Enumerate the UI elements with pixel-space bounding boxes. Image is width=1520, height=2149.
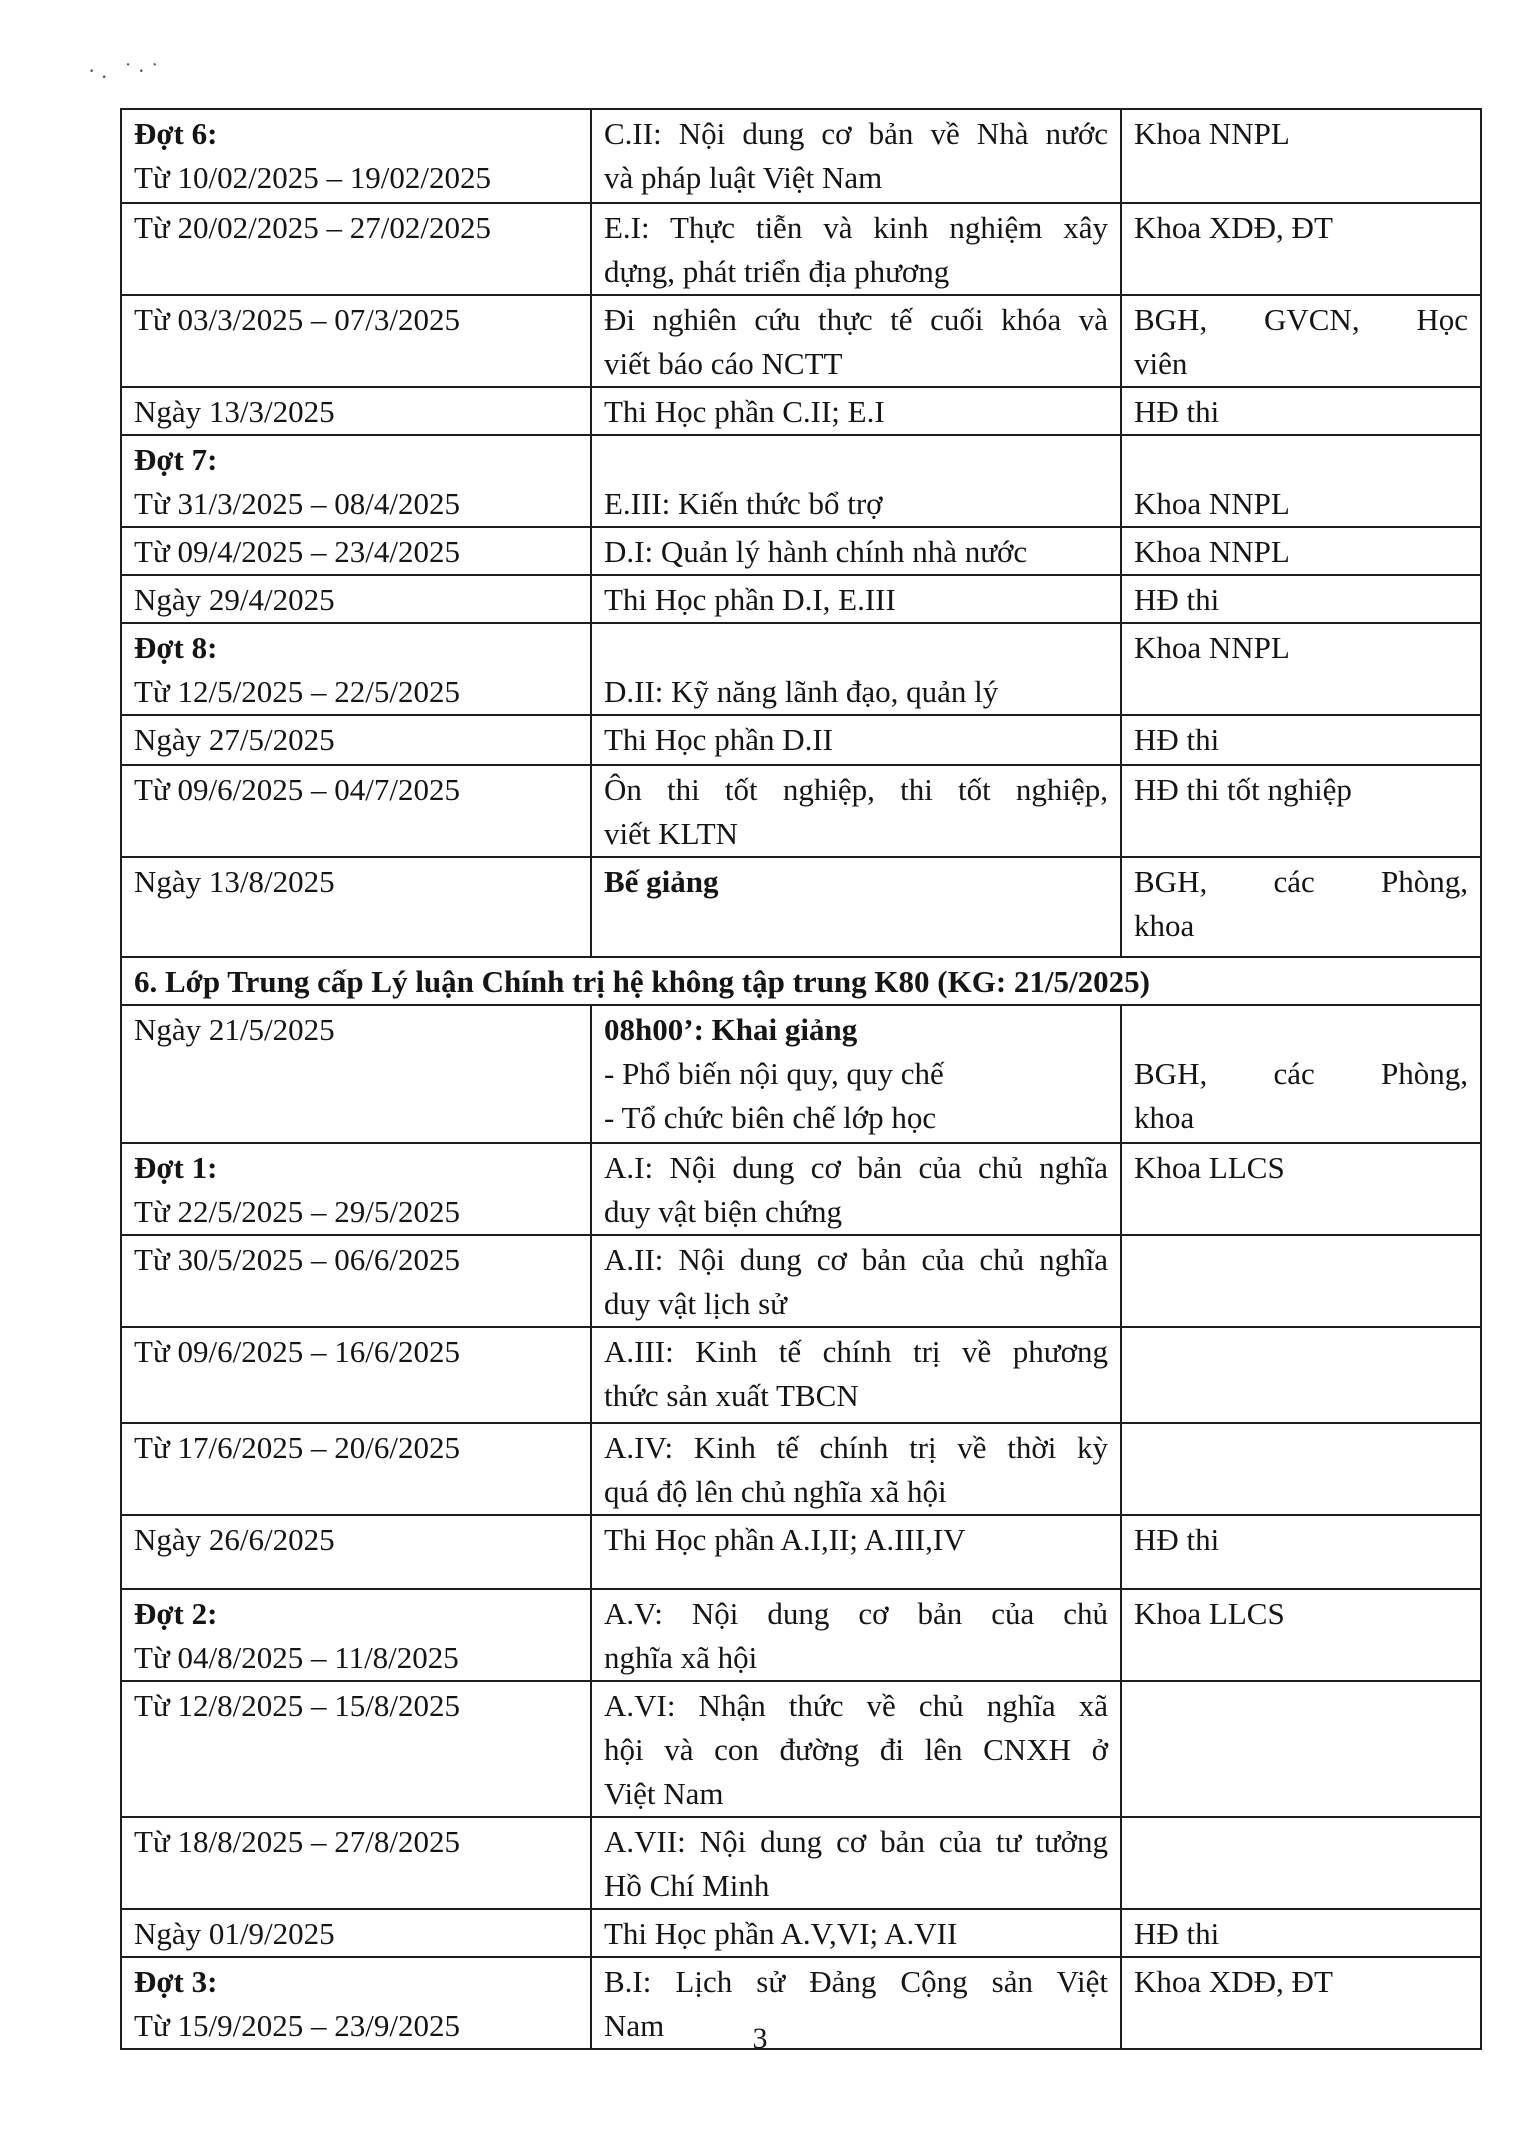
content-cell: D.I: Quản lý hành chính nhà nước: [591, 527, 1121, 575]
time-cell: Từ 12/8/2025 – 15/8/2025: [121, 1681, 591, 1817]
content-cell: Đi nghiên cứu thực tế cuối khóa và viết báo cáo NCTT: [591, 295, 1121, 387]
content-cell: E.III: Kiến thức bổ trợ: [591, 435, 1121, 527]
content-cell: Thi Học phần C.II; E.I: [591, 387, 1121, 435]
time-cell: Ngày 13/3/2025: [121, 387, 591, 435]
time-cell: Đợt 1: Từ 22/5/2025 – 29/5/2025: [121, 1143, 591, 1235]
time-cell: Từ 09/6/2025 – 04/7/2025: [121, 765, 591, 857]
content-cell: B.I: Lịch sử Đảng Cộng sản Việt Nam: [591, 1957, 1121, 2049]
time-cell: Từ 18/8/2025 – 27/8/2025: [121, 1817, 591, 1909]
table-row: [121, 1143, 1481, 1235]
table-row: [121, 109, 1481, 203]
time-cell: Ngày 27/5/2025: [121, 715, 591, 765]
unit-cell: HĐ thi: [1121, 1909, 1481, 1957]
table-row: [121, 1005, 1481, 1143]
content-cell: A.IV: Kinh tế chính trị về thời kỳ quá độ lên chủ nghĩa xã hội: [591, 1423, 1121, 1515]
content-cell: C.II: Nội dung cơ bản về Nhà nước và pháp luật Việt Nam: [591, 109, 1121, 203]
table-row: [121, 1681, 1481, 1817]
content-cell: Bế giảng: [591, 857, 1121, 957]
content-cell: E.I: Thực tiễn và kinh nghiệm xây dựng, phát triển địa phương: [591, 203, 1121, 295]
unit-cell: Khoa LLCS: [1121, 1589, 1481, 1681]
unit-cell: Khoa LLCS: [1121, 1143, 1481, 1235]
unit-cell: [1121, 1817, 1481, 1909]
schedule-table: [120, 108, 1482, 2050]
table-row: [121, 1909, 1481, 1957]
table-row: [121, 575, 1481, 623]
table-row: [121, 765, 1481, 857]
unit-cell: [1121, 1327, 1481, 1423]
content-cell: A.III: Kinh tế chính trị về phương thức sản xuất TBCN: [591, 1327, 1121, 1423]
table-row: [121, 623, 1481, 715]
time-cell: Đợt 6: Từ 10/02/2025 – 19/02/2025: [121, 109, 591, 203]
unit-cell: Khoa NNPL: [1121, 435, 1481, 527]
time-cell: Từ 03/3/2025 – 07/3/2025: [121, 295, 591, 387]
content-cell: A.VI: Nhận thức về chủ nghĩa xã hội và con đường đi lên CNXH ở Việt Nam: [591, 1681, 1121, 1817]
time-cell: Từ 09/4/2025 – 23/4/2025: [121, 527, 591, 575]
time-cell: Đợt 8: Từ 12/5/2025 – 22/5/2025: [121, 623, 591, 715]
content-cell: D.II: Kỹ năng lãnh đạo, quản lý: [591, 623, 1121, 715]
section-header-row: [121, 957, 1481, 1005]
table-row: [121, 715, 1481, 765]
unit-cell: Khoa NNPL: [1121, 527, 1481, 575]
table-row: [121, 1327, 1481, 1423]
content-cell: Thi Học phần D.I, E.III: [591, 575, 1121, 623]
unit-cell: [1121, 1681, 1481, 1817]
content-cell: 08h00’: Khai giảng - Phổ biến nội quy, quy chế - Tổ chức biên chế lớp học: [591, 1005, 1121, 1143]
table-row: [121, 1515, 1481, 1589]
table-row: [121, 857, 1481, 957]
unit-cell: Khoa NNPL: [1121, 623, 1481, 715]
unit-cell: [1121, 1235, 1481, 1327]
time-cell: Đợt 2: Từ 04/8/2025 – 11/8/2025: [121, 1589, 591, 1681]
time-cell: Ngày 29/4/2025: [121, 575, 591, 623]
unit-cell: HĐ thi: [1121, 1515, 1481, 1589]
content-cell: A.V: Nội dung cơ bản của chủ nghĩa xã hội: [591, 1589, 1121, 1681]
content-cell: A.II: Nội dung cơ bản của chủ nghĩa duy vật lịch sử: [591, 1235, 1121, 1327]
time-cell: Từ 30/5/2025 – 06/6/2025: [121, 1235, 591, 1327]
time-cell: Ngày 21/5/2025: [121, 1005, 591, 1143]
unit-cell: BGH, các Phòng, khoa: [1121, 857, 1481, 957]
content-cell: Thi Học phần D.II: [591, 715, 1121, 765]
unit-cell: BGH, các Phòng, khoa: [1121, 1005, 1481, 1143]
table-row: [121, 387, 1481, 435]
unit-cell: HĐ thi tốt nghiệp: [1121, 765, 1481, 857]
content-cell: A.VII: Nội dung cơ bản của tư tưởng Hồ Chí Minh: [591, 1817, 1121, 1909]
table-row: [121, 295, 1481, 387]
page-number: 3: [752, 2022, 768, 2055]
unit-cell: Khoa XDĐ, ĐT: [1121, 203, 1481, 295]
table-row: [121, 435, 1481, 527]
table-row: [121, 1817, 1481, 1909]
time-cell: Từ 17/6/2025 – 20/6/2025: [121, 1423, 591, 1515]
content-cell: Thi Học phần A.I,II; A.III,IV: [591, 1515, 1121, 1589]
time-cell: Ngày 13/8/2025: [121, 857, 591, 957]
unit-cell: HĐ thi: [1121, 387, 1481, 435]
table-row: [121, 1423, 1481, 1515]
table-row: [121, 527, 1481, 575]
table-row: [121, 1235, 1481, 1327]
unit-cell: Khoa NNPL: [1121, 109, 1481, 203]
time-cell: Ngày 01/9/2025: [121, 1909, 591, 1957]
time-cell: Đợt 3: Từ 15/9/2025 – 23/9/2025: [121, 1957, 591, 2049]
table-row: [121, 203, 1481, 295]
section-title: 6. Lớp Trung cấp Lý luận Chính trị hệ không tập trung K80 (KG: 21/5/2025): [121, 957, 1481, 1005]
time-cell: Từ 20/02/2025 – 27/02/2025: [121, 203, 591, 295]
unit-cell: BGH, GVCN, Học viên: [1121, 295, 1481, 387]
table-row: [121, 1589, 1481, 1681]
unit-cell: HĐ thi: [1121, 715, 1481, 765]
unit-cell: HĐ thi: [1121, 575, 1481, 623]
content-cell: A.I: Nội dung cơ bản của chủ nghĩa duy vật biện chứng: [591, 1143, 1121, 1235]
unit-cell: [1121, 1423, 1481, 1515]
time-cell: Từ 09/6/2025 – 16/6/2025: [121, 1327, 591, 1423]
content-cell: Thi Học phần A.V,VI; A.VII: [591, 1909, 1121, 1957]
content-cell: Ôn thi tốt nghiệp, thi tốt nghiệp, viết KLTN: [591, 765, 1121, 857]
unit-cell: Khoa XDĐ, ĐT: [1121, 1957, 1481, 2049]
time-cell: Đợt 7: Từ 31/3/2025 – 08/4/2025: [121, 435, 591, 527]
time-cell: Ngày 26/6/2025: [121, 1515, 591, 1589]
scan-specks: ·. ˙·˙: [88, 58, 165, 83]
